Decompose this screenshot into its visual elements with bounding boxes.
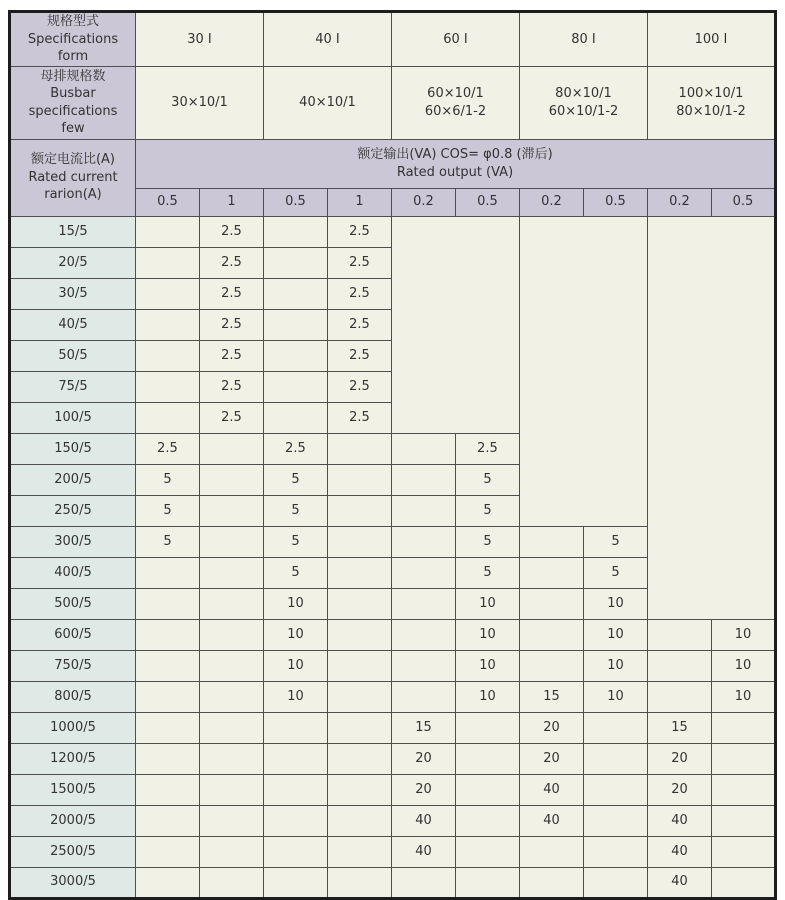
data-cell: 15 (648, 712, 712, 743)
data-cell (264, 216, 328, 247)
busbar-cell-80I (520, 66, 648, 139)
data-cell: 2.5 (200, 371, 264, 402)
data-cell (136, 309, 200, 340)
row-header-ratio: 75/5 (10, 371, 136, 402)
data-cell (136, 836, 200, 867)
data-cell: 5 (456, 526, 520, 557)
data-cell (392, 681, 456, 712)
table-row (10, 712, 776, 743)
data-cell: 20 (392, 774, 456, 805)
data-cell (136, 805, 200, 836)
data-cell: 40 (520, 774, 584, 805)
row-header-ratio: 500/5 (10, 588, 136, 619)
data-cell (136, 588, 200, 619)
data-cell (264, 278, 328, 309)
busbar-cell-30I (136, 66, 264, 139)
data-cell: 2.5 (200, 216, 264, 247)
data-cell: 2.5 (328, 247, 392, 278)
data-cell (648, 650, 712, 681)
row-header-ratio: 400/5 (10, 557, 136, 588)
data-cell (520, 619, 584, 650)
data-cell: 40 (392, 836, 456, 867)
row-header-ratio: 1500/5 (10, 774, 136, 805)
busbar-100I-line2: 80×10/1-2 (676, 103, 746, 119)
data-cell: 5 (136, 495, 200, 526)
data-cell: 5 (584, 526, 648, 557)
corner-ratio-zh: 额定电流比(A) (30, 152, 116, 168)
row-header-ratio: 30/5 (10, 278, 136, 309)
data-cell (520, 867, 584, 898)
data-cell: 10 (264, 650, 328, 681)
data-cell (712, 867, 776, 898)
data-cell (328, 743, 392, 774)
data-cell (392, 433, 456, 464)
data-cell (584, 774, 648, 805)
table-row (10, 805, 776, 836)
data-cell (264, 247, 328, 278)
data-cell (456, 774, 520, 805)
data-cell (584, 805, 648, 836)
data-cell (648, 619, 712, 650)
row-header-ratio: 2500/5 (10, 836, 136, 867)
data-cell (584, 743, 648, 774)
merged-empty-cell (392, 216, 520, 433)
corner-cell-specifications-form (10, 12, 136, 67)
row-header-ratio: 20/5 (10, 247, 136, 278)
data-cell: 10 (264, 681, 328, 712)
data-cell (456, 836, 520, 867)
data-cell (520, 836, 584, 867)
subcol-30I-1: 0.5 (136, 188, 200, 216)
row-header-ratio: 150/5 (10, 433, 136, 464)
data-cell (200, 774, 264, 805)
data-cell (136, 712, 200, 743)
data-cell (328, 805, 392, 836)
data-cell (712, 712, 776, 743)
row-header-ratio: 250/5 (10, 495, 136, 526)
data-cell (328, 619, 392, 650)
data-cell: 40 (392, 805, 456, 836)
data-cell: 2.5 (200, 402, 264, 433)
data-cell: 10 (712, 681, 776, 712)
data-cell: 20 (520, 712, 584, 743)
data-cell: 2.5 (328, 340, 392, 371)
corner-cell-busbar (10, 66, 136, 139)
row-header-ratio: 100/5 (10, 402, 136, 433)
data-cell (136, 278, 200, 309)
data-cell (136, 402, 200, 433)
busbar-cell-100I (648, 66, 776, 139)
data-cell (456, 743, 520, 774)
data-cell (136, 371, 200, 402)
merged-empty-cell (648, 216, 776, 619)
data-cell: 2.5 (200, 309, 264, 340)
data-cell: 10 (712, 650, 776, 681)
data-cell: 10 (712, 619, 776, 650)
data-cell: 5 (584, 557, 648, 588)
data-cell: 10 (264, 619, 328, 650)
data-cell (392, 557, 456, 588)
group-header-30I: 30 I (136, 12, 264, 67)
data-cell: 10 (264, 588, 328, 619)
data-cell (328, 681, 392, 712)
subcol-30I-2: 1 (200, 188, 264, 216)
subcol-100I-2: 0.5 (712, 188, 776, 216)
row-header-ratio: 800/5 (10, 681, 136, 712)
merged-empty-cell (520, 216, 648, 526)
data-cell (648, 681, 712, 712)
data-cell: 2.5 (136, 433, 200, 464)
data-cell (328, 557, 392, 588)
data-cell (136, 340, 200, 371)
data-cell (456, 867, 520, 898)
data-cell: 2.5 (200, 278, 264, 309)
data-cell (200, 805, 264, 836)
table-row (10, 681, 776, 712)
data-cell: 5 (264, 464, 328, 495)
data-cell (136, 867, 200, 898)
data-cell (264, 402, 328, 433)
subcol-40I-2: 1 (328, 188, 392, 216)
data-cell (200, 836, 264, 867)
table-row (10, 216, 776, 247)
data-cell: 2.5 (328, 216, 392, 247)
data-cell (200, 433, 264, 464)
data-cell: 20 (520, 743, 584, 774)
data-cell (520, 557, 584, 588)
table-row (10, 743, 776, 774)
data-cell: 2.5 (328, 278, 392, 309)
data-cell (328, 526, 392, 557)
data-cell (264, 774, 328, 805)
data-cell (712, 743, 776, 774)
data-cell (520, 526, 584, 557)
header-row-output (10, 139, 776, 188)
data-cell: 15 (520, 681, 584, 712)
data-cell (712, 805, 776, 836)
header-row-form (10, 12, 776, 67)
table-row (10, 650, 776, 681)
data-cell (328, 495, 392, 526)
group-header-100I: 100 I (648, 12, 776, 67)
corner-spec-zh: 规格型式 (46, 14, 99, 29)
data-cell: 5 (264, 495, 328, 526)
data-cell: 5 (136, 464, 200, 495)
data-cell (200, 526, 264, 557)
data-cell: 5 (456, 464, 520, 495)
data-cell: 40 (648, 836, 712, 867)
data-cell (200, 867, 264, 898)
row-header-ratio: 600/5 (10, 619, 136, 650)
corner-busbar-zh: 母排规格数 (40, 68, 106, 84)
data-cell: 2.5 (200, 340, 264, 371)
corner-spec-en1: Specifications (27, 31, 119, 47)
data-cell (328, 836, 392, 867)
data-cell (328, 774, 392, 805)
busbar-cell-60I (392, 66, 520, 139)
row-header-ratio: 750/5 (10, 650, 136, 681)
data-cell (200, 712, 264, 743)
data-cell (584, 836, 648, 867)
data-cell: 10 (584, 681, 648, 712)
data-cell (200, 588, 264, 619)
data-cell: 2.5 (328, 402, 392, 433)
group-header-60I: 60 I (392, 12, 520, 67)
corner-spec-en2: form (57, 49, 89, 65)
data-cell: 2.5 (264, 433, 328, 464)
data-cell (584, 867, 648, 898)
data-cell (264, 340, 328, 371)
busbar-80I-line2: 60×10/1-2 (548, 103, 619, 119)
rated-output-header (136, 139, 776, 188)
corner-busbar-en2: specifications (28, 103, 118, 119)
table-row (10, 619, 776, 650)
busbar-30I-line1: 30×10/1 (171, 94, 228, 110)
data-cell (264, 309, 328, 340)
data-cell: 40 (648, 805, 712, 836)
subcol-60I-2: 0.5 (456, 188, 520, 216)
data-cell: 10 (456, 681, 520, 712)
data-cell: 10 (456, 650, 520, 681)
data-cell (328, 588, 392, 619)
data-cell (136, 557, 200, 588)
table-row (10, 774, 776, 805)
data-cell (200, 557, 264, 588)
data-cell: 40 (520, 805, 584, 836)
data-cell (200, 650, 264, 681)
subcol-40I-1: 0.5 (264, 188, 328, 216)
ct-specifications-table (8, 10, 777, 900)
table-row (10, 867, 776, 898)
data-cell (456, 712, 520, 743)
data-cell (200, 681, 264, 712)
data-cell (328, 433, 392, 464)
corner-ratio-en1: Rated current (28, 169, 118, 185)
data-cell (264, 867, 328, 898)
group-header-80I: 80 I (520, 12, 648, 67)
row-header-ratio: 3000/5 (10, 867, 136, 898)
row-header-ratio: 40/5 (10, 309, 136, 340)
row-header-ratio: 2000/5 (10, 805, 136, 836)
data-cell: 20 (392, 743, 456, 774)
data-cell: 5 (136, 526, 200, 557)
data-cell (392, 464, 456, 495)
data-cell (584, 712, 648, 743)
subcol-60I-1: 0.2 (392, 188, 456, 216)
data-cell (136, 619, 200, 650)
data-cell (520, 650, 584, 681)
data-cell: 5 (264, 526, 328, 557)
data-cell: 20 (648, 774, 712, 805)
data-cell (520, 588, 584, 619)
data-cell: 20 (648, 743, 712, 774)
data-cell (136, 743, 200, 774)
busbar-cell-40I (264, 66, 392, 139)
row-header-ratio: 50/5 (10, 340, 136, 371)
data-cell: 2.5 (200, 247, 264, 278)
data-cell (392, 650, 456, 681)
group-header-40I: 40 I (264, 12, 392, 67)
data-cell (712, 836, 776, 867)
data-cell (264, 836, 328, 867)
data-cell: 40 (648, 867, 712, 898)
data-cell: 10 (584, 619, 648, 650)
row-header-ratio: 1000/5 (10, 712, 136, 743)
row-header-ratio: 15/5 (10, 216, 136, 247)
busbar-60I-line1: 60×10/1 (427, 86, 484, 102)
corner-busbar-en3: few (61, 121, 85, 137)
data-cell (456, 805, 520, 836)
data-cell (392, 867, 456, 898)
data-cell (200, 743, 264, 774)
data-cell (136, 216, 200, 247)
busbar-80I-line1: 80×10/1 (555, 86, 612, 102)
data-cell (392, 526, 456, 557)
data-cell (392, 619, 456, 650)
data-cell: 5 (456, 495, 520, 526)
subcol-80I-2: 0.5 (584, 188, 648, 216)
subcol-80I-1: 0.2 (520, 188, 584, 216)
data-cell (200, 495, 264, 526)
data-cell (200, 464, 264, 495)
data-cell: 10 (456, 619, 520, 650)
rated-output-zh: 额定输出(VA) COS= φ0.8 (滞后) (357, 147, 553, 163)
rated-output-en: Rated output (VA) (396, 164, 514, 180)
data-cell (328, 650, 392, 681)
data-cell (136, 650, 200, 681)
data-cell (328, 712, 392, 743)
data-cell: 15 (392, 712, 456, 743)
busbar-60I-line2: 60×6/1-2 (424, 103, 487, 119)
data-cell (328, 464, 392, 495)
data-cell (200, 619, 264, 650)
table-row (10, 836, 776, 867)
header-row-busbar (10, 66, 776, 139)
data-cell (264, 743, 328, 774)
data-cell: 10 (584, 588, 648, 619)
data-cell (328, 867, 392, 898)
row-header-ratio: 200/5 (10, 464, 136, 495)
data-cell: 2.5 (328, 309, 392, 340)
data-cell (712, 774, 776, 805)
data-cell (264, 712, 328, 743)
busbar-100I-line1: 100×10/1 (678, 86, 744, 102)
data-cell: 10 (584, 650, 648, 681)
data-cell: 2.5 (456, 433, 520, 464)
data-cell (392, 588, 456, 619)
row-header-ratio: 1200/5 (10, 743, 136, 774)
data-cell (264, 805, 328, 836)
subcol-100I-1: 0.2 (648, 188, 712, 216)
busbar-40I-line1: 40×10/1 (299, 94, 356, 110)
row-header-ratio: 300/5 (10, 526, 136, 557)
corner-busbar-en1: Busbar (50, 86, 96, 102)
data-cell (392, 495, 456, 526)
corner-ratio-en2: rarion(A) (44, 187, 102, 203)
data-cell (136, 774, 200, 805)
data-cell: 5 (264, 557, 328, 588)
data-cell: 10 (456, 588, 520, 619)
corner-cell-rated-current (10, 139, 136, 216)
data-cell (264, 371, 328, 402)
data-cell (136, 681, 200, 712)
data-cell: 5 (456, 557, 520, 588)
data-cell (136, 247, 200, 278)
data-cell: 2.5 (328, 371, 392, 402)
